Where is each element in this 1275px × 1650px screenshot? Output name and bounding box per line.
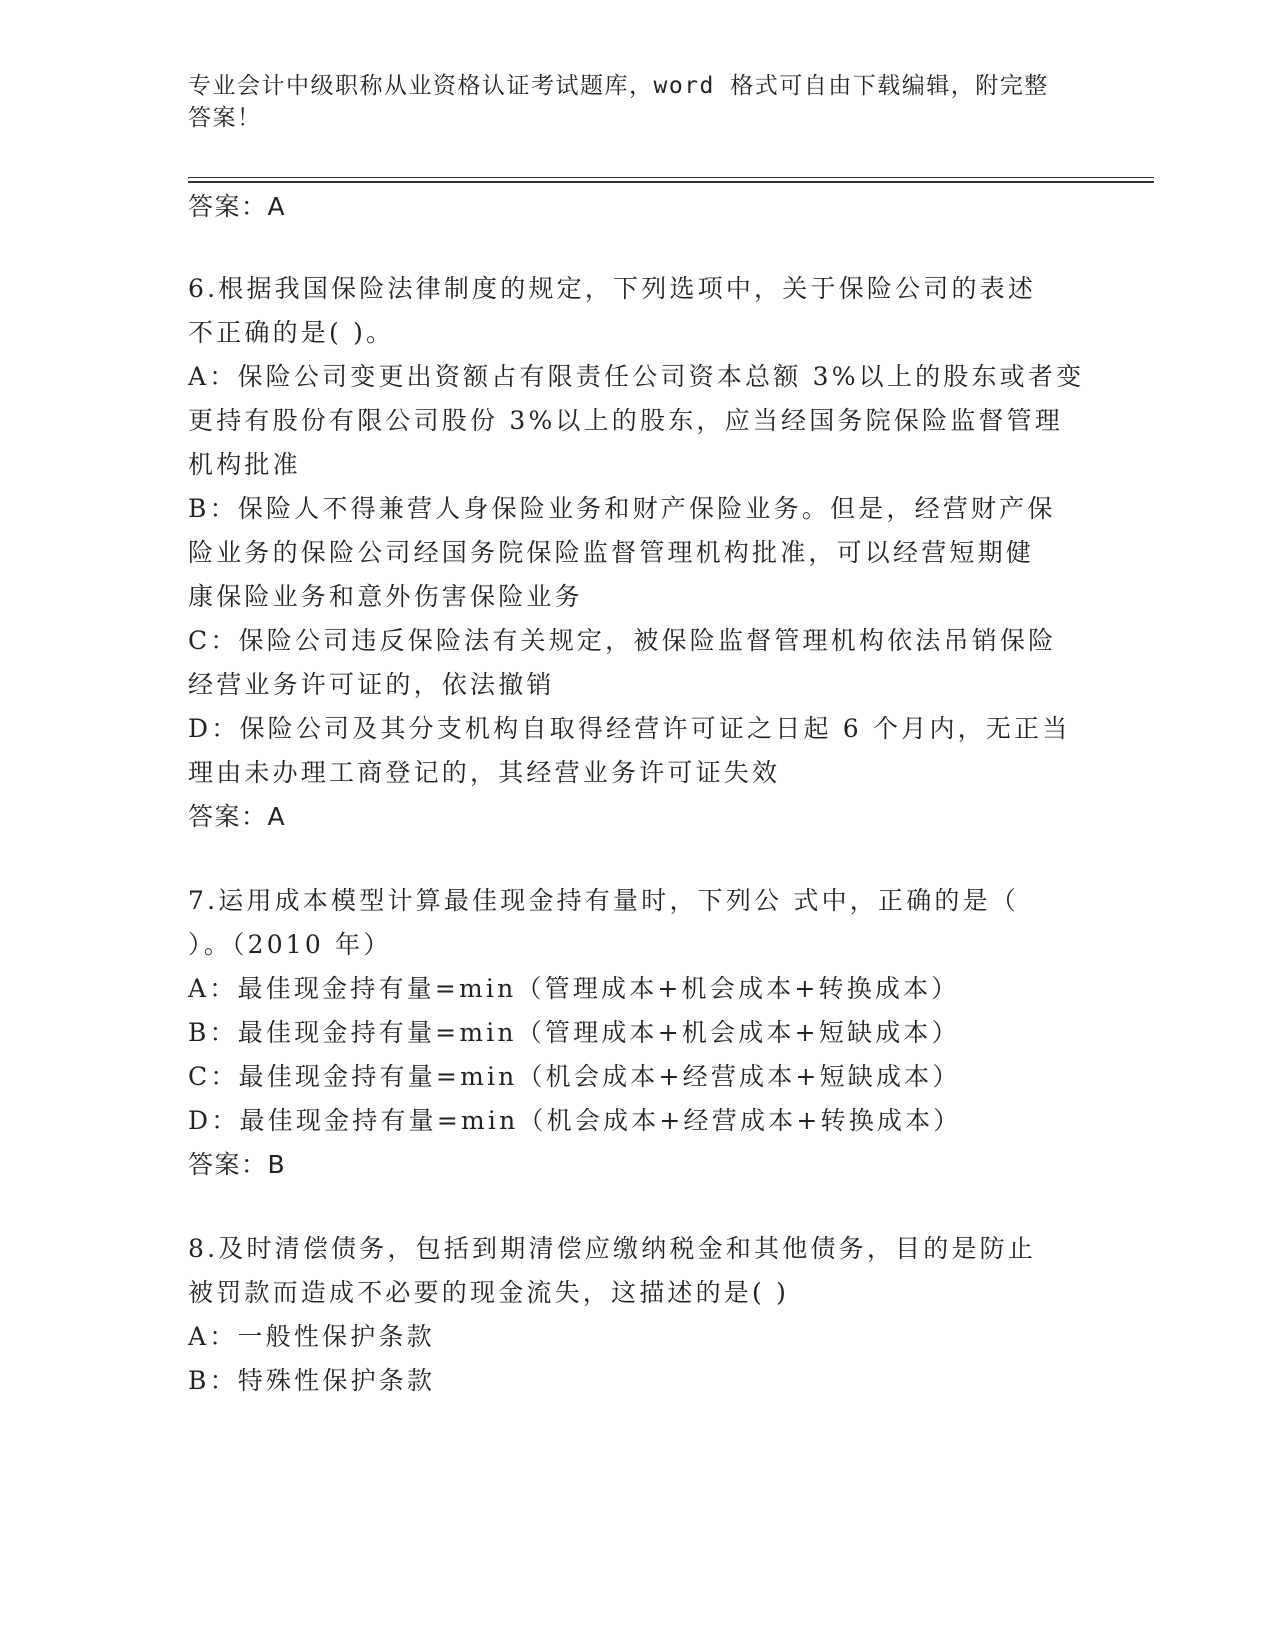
question-6-option-b: 康保险业务和意外伤害保险业务 <box>188 582 583 611</box>
document-header: 专业会计中级职称从业资格认证考试题库，word 格式可自由下载编辑，附完整答案！ <box>188 73 1049 131</box>
answer-5: 答案：A <box>188 192 287 221</box>
question-6-option-a: 机构批准 <box>188 450 301 479</box>
question-8-text: 被罚款而造成不必要的现金流失，这描述的是( ) <box>188 1278 790 1307</box>
question-6-text: 不正确的是( )。 <box>188 318 395 347</box>
question-6-option-a: 更持有股份有限公司股份 3%以上的股东，应当经国务院保险监督管理 <box>188 406 1064 435</box>
question-7-option-c: C：最佳现金持有量=min（机会成本+经营成本+短缺成本） <box>188 1062 961 1091</box>
answer-6: 答案：A <box>188 802 287 831</box>
question-7-text: ）。（2010 年） <box>188 930 392 959</box>
question-7-text: 7.运用成本模型计算最佳现金持有量时，下列公 式中，正确的是（ <box>188 886 1020 915</box>
question-7-option-d: D：最佳现金持有量=min（机会成本+经营成本+转换成本） <box>188 1106 962 1135</box>
answer-7: 答案：B <box>188 1150 287 1179</box>
question-7-option-b: B：最佳现金持有量=min（管理成本+机会成本+短缺成本） <box>188 1018 960 1047</box>
question-6-option-d: D：保险公司及其分支机构自取得经营许可证之日起 6 个月内，无正当 <box>188 714 1071 743</box>
question-6-option-b: 险业务的保险公司经国务院保险监督管理机构批准，可以经营短期健 <box>188 538 1035 567</box>
question-8-option-b: B：特殊性保护条款 <box>188 1366 436 1395</box>
question-7-option-a: A：最佳现金持有量=min（管理成本+机会成本+转换成本） <box>188 974 960 1003</box>
question-8-option-a: A：一般性保护条款 <box>188 1322 435 1351</box>
question-6-option-a: A：保险公司变更出资额占有限责任公司资本总额 3%以上的股东或者变 <box>188 362 1085 391</box>
question-6-option-b: B：保险人不得兼营人身保险业务和财产保险业务。但是，经营财产保 <box>188 494 1056 523</box>
question-6-option-c: 经营业务许可证的，依法撤销 <box>188 670 555 699</box>
question-8-text: 8.及时清偿债务，包括到期清偿应缴纳税金和其他债务，目的是防止 <box>188 1234 1037 1263</box>
question-6-option-c: C：保险公司违反保险法有关规定，被保险监督管理机构依法吊销保险 <box>188 626 1057 655</box>
question-6-option-d: 理由未办理工商登记的，其经营业务许可证失效 <box>188 758 781 787</box>
header-divider-thick <box>188 181 1154 183</box>
header-divider-thin <box>188 177 1154 178</box>
question-6-text: 6.根据我国保险法律制度的规定，下列选项中，关于保险公司的表述 <box>188 274 1037 303</box>
